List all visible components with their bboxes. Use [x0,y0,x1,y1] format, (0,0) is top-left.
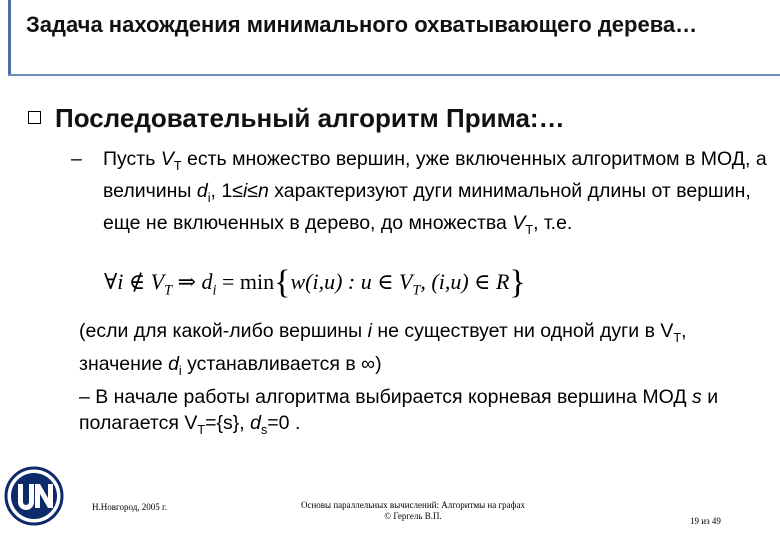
var-i: i [242,179,248,202]
text-run: ≤ [247,179,258,202]
page-number: 19 из 49 [690,516,721,526]
var-n: n [257,179,269,202]
formula-body: , (i,u) ∈ R [420,269,510,294]
text-run: – В начале работы алгоритма выбирается корневая вершина МОД [79,385,693,408]
text-run: характеризуют дуги минимальной длины от вершин, еще не включенных в дерево, до множества [103,179,751,234]
text-run: Пусть [103,148,161,170]
var-s: s [692,385,702,408]
slide-title: Задача нахождения минимального охватывающего дерева… [26,12,698,37]
formula-sub-t: T [412,282,421,299]
formula-sub-i: i [212,282,217,299]
heading [28,103,565,134]
sub-t: T [525,222,534,237]
university-logo-icon [4,466,64,526]
formula-arrow: ⇒ d [172,269,213,294]
text-run: ={s}, [205,411,251,434]
checkbox-bullet-icon [28,111,41,124]
title-accent-bar [8,0,11,74]
text-run: =0 . [267,411,301,434]
var-v: V [512,211,526,234]
footer-course [248,500,578,522]
formula-sub-t: T [164,282,173,299]
text-run: устанавливается в ∞) [181,352,382,375]
footer-location: Н.Новгород, 2005 г. [92,502,167,512]
title-underline [8,74,780,76]
text-run: и полагается V [79,385,719,434]
footer-course-title: Основы параллельных вычислений: Алгоритмы на графах [300,500,526,510]
formula [104,260,526,300]
paragraph [79,318,749,443]
sub-s: s [260,422,268,437]
sub-i: i [207,190,211,205]
formula-body: w(i,u) : u ∈ V [290,269,413,294]
var-i: i [367,320,372,342]
formula-lhs: ∀i ∉ V [104,269,165,294]
var-d: d [168,352,179,375]
formula-open-brace: { [274,264,291,301]
dash-bullet: – [71,148,82,170]
sub-t: T [173,158,182,173]
var-v: V [160,148,174,170]
list-item-text [103,147,773,243]
text-run: есть множество вершин, уже включенных алгоритмом в МОД, а величины [103,148,767,202]
var-d: d [196,179,208,202]
text-run: , значение [79,320,687,375]
text-run: не существует ни одной дуги в V [371,320,674,342]
footer-author: © Гергель В.П. [384,511,442,521]
var-d: d [250,411,261,434]
sub-t: T [197,422,206,437]
sub-t: T [673,330,682,345]
formula-eq: = min [216,269,275,294]
text-run: , 1≤ [210,179,243,202]
formula-close-brace: } [509,264,526,301]
text-run: (если для какой-либо вершины [79,320,368,342]
text-run: , т.е. [533,211,573,234]
heading-text: Последовательный алгоритм Прима:… [55,103,565,133]
sub-i: i [178,363,182,378]
